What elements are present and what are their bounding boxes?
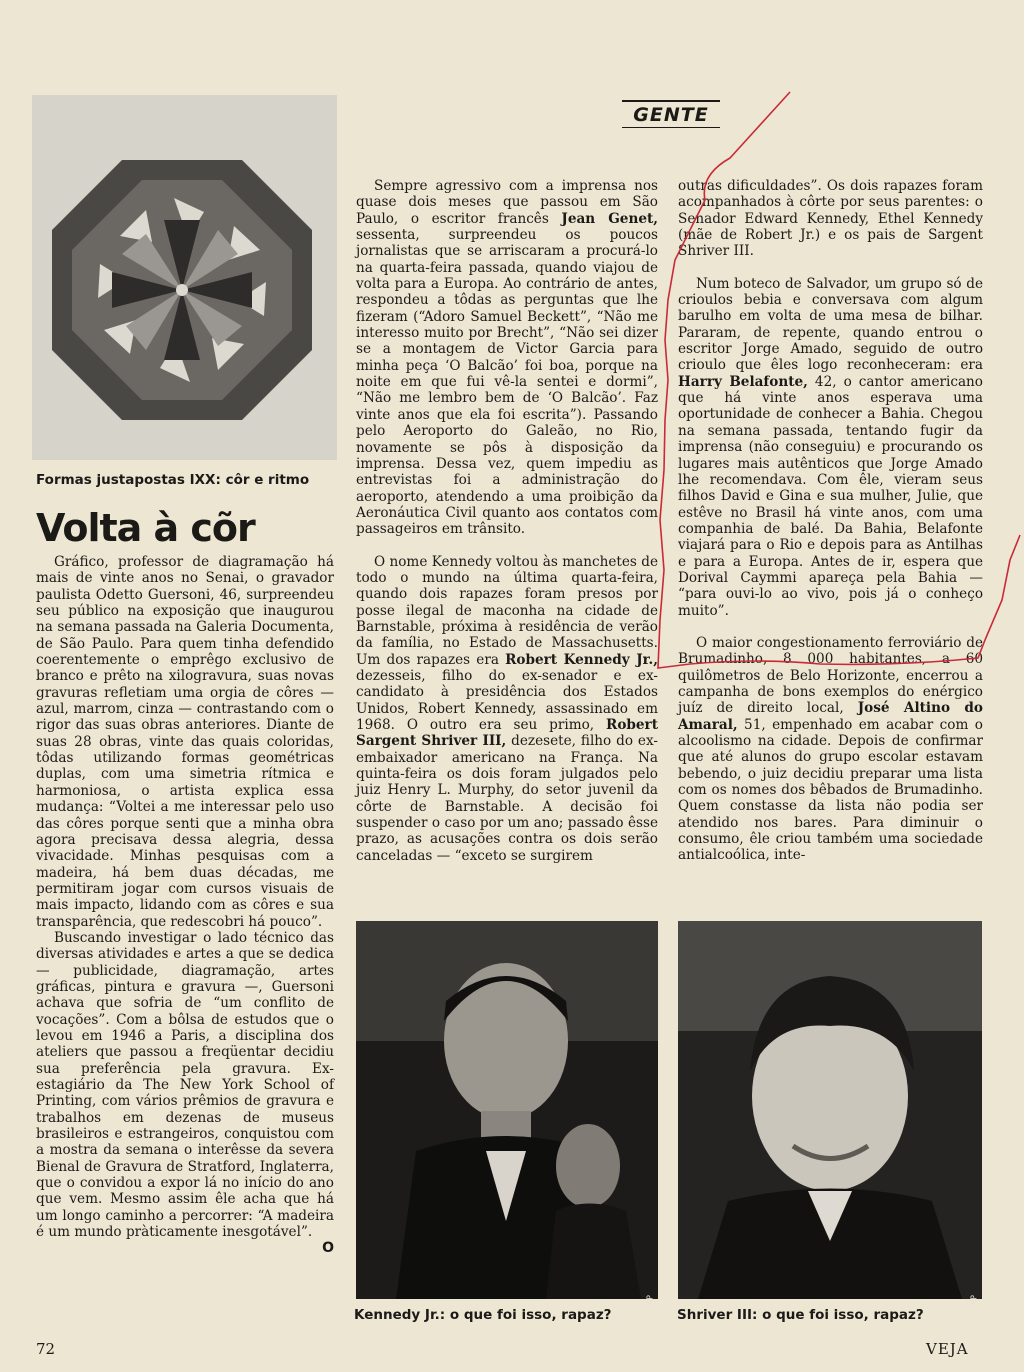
name-robert-kennedy-jr: Robert Kennedy Jr., — [505, 651, 659, 668]
artwork-image — [32, 95, 337, 460]
column-2 — [356, 178, 658, 864]
name-jean-genet: Jean Genet, — [561, 210, 658, 227]
shriver-photo-illustration — [678, 921, 982, 1299]
paragraph-genet: Sempre agressivo com a imprensa nos quase dois meses que passou em São Paulo, o escritor francês Jean Genet, sessenta, surpreendeu os poucos jornalistas que se arriscaram a procurá-lo na quarta-feira passada, quando viajou de volta para a Europa. Ao contrário de antes, respondeu a tôdas as perguntas que lhe fizeram (“Adoro Samuel Beckett”, “Não me interesso muito por Brecht”, “Não sei dizer se a montagem de Victor Garcia para minha peça ‘O Balcão’ foi boa, porque na noite em que fui vê-la sentei e dormi”, “Não me lembro bem de ‘O Balcão’. Faz vinte anos que ela foi escrita”). Passando pelo Aeroporto do Galeão, no Rio, novamente se pôs à disposição da imprensa. Dessa vez, quem impediu as entrevistas foi a administração do aeroporto, atendendo a uma proibição da Aeronáutica Civil quanto aos contatos com passageiros em trânsito. — [356, 178, 658, 538]
kennedy-photo-illustration — [356, 921, 658, 1299]
name-harry-belafonte: Harry Belafonte, — [678, 373, 808, 390]
photo-caption-shriver: Shriver III: o que foi isso, rapaz? — [677, 1307, 924, 1323]
photo-kennedy-jr — [356, 921, 658, 1306]
name-jose-altino: José Altino do Amaral, — [678, 700, 983, 733]
paragraph-guersoni-2: Buscando investigar o lado técnico das diversas atividades e artes a que se dedica — publicidade, diagramação, artes gráficas, pintura e gravura —, Guersoni achava que sofria de “um conflito de vocações”. Com a bôlsa de estudos que o levou em 1946 a Paris, a disciplina dos ateliers que passou a freqüentar decidiu sua preferência pela gravura. Ex-estagiário da The New York School of Printing, com vários prêmios de gravura e trabalhos em dezenas de museus brasileiros e estrangeiros, conquistou com a mostra da semana o interêsse da severa Bienal de Gravura de Stratford, Inglaterra, que o convidou a expor lá no início do ano que vem. Mesmo assim êle acha que há um longo caminho a percorrer: “A madeira é um mundo pràticamente inesgotável”. O — [36, 929, 334, 1257]
paragraph-kennedy-cont: outras dificuldades”. Os dois rapazes foram acompanhados à côrte por seus parentes: o Senador Edward Kennedy, Ethel Kennedy (mãe de Robert Jr.) e os pais de Sargent Shriver III. — [678, 178, 983, 260]
section-label: GENTE — [633, 104, 709, 126]
page-number: 72 — [36, 1340, 56, 1358]
magazine-name: VEJA — [926, 1340, 969, 1358]
section-header — [622, 100, 720, 128]
geometric-print-illustration — [32, 95, 337, 460]
photo-shriver-iii — [678, 921, 982, 1306]
paragraph-belafonte: Num boteco de Salvador, um grupo só de crioulos bebia e conversava com algum barulho em volta de uma mesa de bilhar. Pararam, de repente, quando entrou o escritor Jorge Amado, seguido de outro crioulo que êles logo reconheceram: era Harry Belafonte, 42, o cantor americano que há vinte anos esperava uma oportunidade de conhecer a Bahia. Chegou na semana passada, tentando fugir da imprensa (não conseguiu) e procurando os lugares mais autênticos que Jorge Amado lhe recomendava. Com êle, vieram seus filhos David e Gina e sua mulher, Julie, que estêve no Brasil há vinte anos, com uma companhia de balé. Da Bahia, Belafonte viajará para o Rio e depois para as Antilhas e para a Europa. Antes de ir, espera que Dorival Caymmi apareça pela Bahia — “para ouvi-lo ao vivo, pois já o conheço muito”. — [678, 275, 983, 619]
paragraph-guersoni-1: Gráfico, professor de diagramação há mais de vinte anos no Senai, o gravador paulista Odetto Guersoni, 46, surpreendeu seu público na exposição que inaugurou na semana passada na Galeria Documenta, de São Paulo. Para quem tinha defendido coerentemente o emprêgo exclusivo de branco e prêto na xilogravura, suas novas gravuras refletiam uma orgia de côres — azul, marrom, cinza — contrastando com o rigor das suas obras anteriores. Diante de suas 28 obras, vinte das quais coloridas, tôdas utilizando formas geométricas duplas, com uma simetria rítmica e harmoniosa, o artista explica essa mudança: “Voltei a me interessar pelo uso das côres porque senti que a minha obra agora precisava dessa alegria, dessa vivacidade. Minhas pesquisas com a madeira, há bem duas décadas, me permitiram jogar com cursos visuais de mais impacto, lidando com as côres e sua transparência, que redescobri há pouco”. — [36, 554, 334, 930]
column-3 — [678, 178, 983, 864]
paragraph-kennedy: O nome Kennedy voltou às manchetes de todo o mundo na última quarta-feira, quando dois rapazes foram presos por posse ilegal de maconha na cidade de Barnstable, próxima à residência de verão da família, no Estado de Massachusetts. Um dos rapazes era Robert Kennedy Jr., dezesseis, filho do ex-senador e ex-candidato à presidência dos Estados Unidos, Robert Kennedy, assassinado em 1968. O outro era seu primo, Robert Sargent Shriver III, dezesete, filho do ex-embaixador americano na França. Na quinta-feira os dois foram julgados pelo juiz Henry L. Murphy, do setor juvenil da côrte de Barnstable. A decisão foi suspender o caso por um ano; passado êsse prazo, as acusações contra os dois serão canceladas — “exceto se surgirem — [356, 553, 659, 864]
photo-credit: AP — [969, 1295, 978, 1306]
name-robert-shriver: Robert Sargent Shriver III, — [356, 717, 658, 750]
headline: Volta à cõr — [36, 506, 255, 550]
paragraph-brumadinho: O maior congestionamento ferroviário de Brumadinho, 8 000 habitantes, a 60 quilômetros de Belo Horizonte, encerrou a campanha de bons exemplos do enérgico juíz de direito local, José Altino do Amaral, 51, empenhado em acabar com o alcoolismo na cidade. Depois de confirmar que até alunos do grupo escolar estavam bebendo, o juiz decidiu preparar uma lista com os nomes dos bêbados de Brumadinho. Quem constasse da lista não podia ser atendido nos bares. Para diminuir o consumo, êle criou também uma sociedade antialcoólica, inte- — [678, 634, 983, 864]
column-1 — [36, 554, 334, 1257]
photo-credit: AP — [645, 1295, 654, 1306]
end-mark: O — [322, 1240, 334, 1257]
artwork-caption: Formas justapostas IXX: côr e ritmo — [36, 472, 310, 488]
photo-caption-kennedy: Kennedy Jr.: o que foi isso, rapaz? — [354, 1307, 612, 1323]
